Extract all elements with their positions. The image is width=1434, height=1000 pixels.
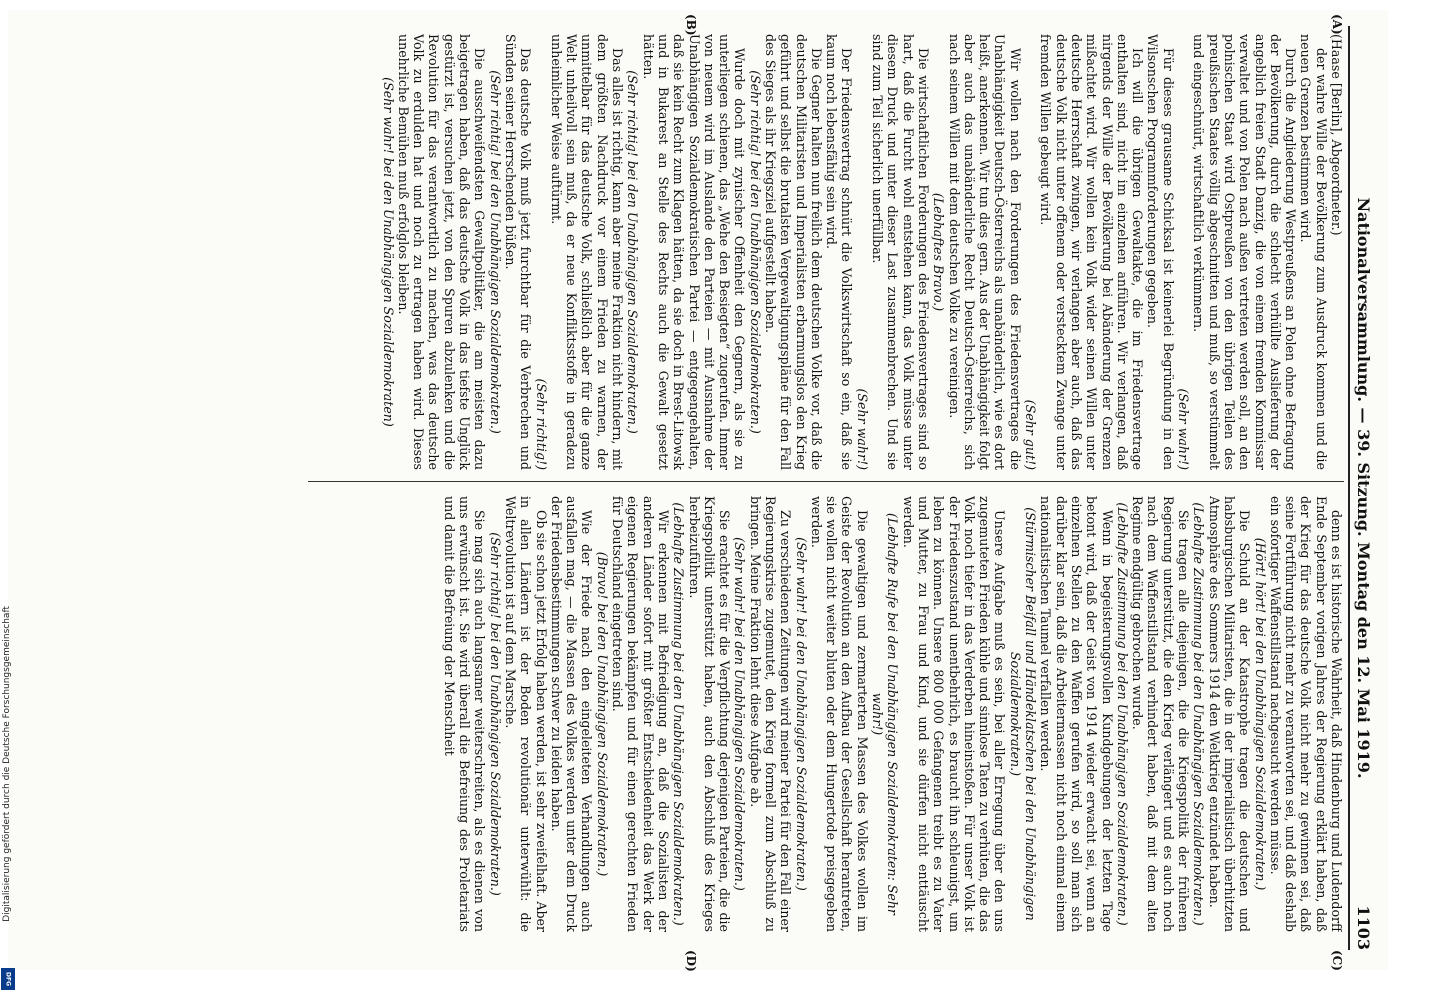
left-paragraph: Die Gegner halten nun freilich dem deutschen Volke vor, daß die deutschen Militaristen und Imperialisten erbarmungslos den Krieg geführt und selbst die brutalsten Vergewaltigungspläne für den Fall des Sieges als ihr Kriegsziel aufgestellt haben. (763, 34, 824, 470)
left-paragraph: Die ausschweifendsten Gewaltpolitiker, die am meisten dazu beigetragen haben, daß das deutsche Volk in das tiefste Unglück gestürzt ist, versuchen jetzt, von den Spuren abzulenken und die Revolution für das verantwortlich zu machen, was das deutsche Volk zu erdulden hat und noch zu ertragen haben wird. Dieses unehrliche Bemühen muß erfolglos bleiben. (395, 34, 488, 470)
right-stage: (Stürmischer Beifall und Händeklatschen bei den Unabhängigen Sozialdemokraten.) (1007, 507, 1039, 921)
right-paragraph: Wie der Friede nach den eingeleiteten Verhandlungen auch ausfallen mag, — die Massen des Volkes werden unter dem Druck der Friedensbestimmungen schwer zu leiden haben. (548, 496, 595, 932)
digitization-note: Digitalisierung gefördert durch die Deutsche Forschungsgemeinschaft (2, 606, 12, 922)
page-number: 1103 (1354, 905, 1373, 950)
margin-marker-d: (D) (684, 950, 698, 972)
left-paragraph: Durch die Angliederung Westpreußens an Polen ohne Befragung der Bevölkerung, durch die schlecht verhüllte Auslieferung der angeblich freien Stadt Danzig, die von einem fremden Kommissar verwaltet und von Polen nach außen vertreten werden soll, an den polnischen Staat wird Ostpreußen von den übrigen Teilen des preußischen Staates völlig abgeschnitten und muß, so verstümmelt und eingeschnürt, wirtschaftlich verkümmern. (1191, 34, 1299, 470)
left-paragraph: Wir wollen nach den Forderungen des Friedensvertrages die Unabhängigkeit Deutsch-Österreichs als unabänderlich, wie es dort heißt, anerkennen. Wir tun dies gern. Aus der Unabhängigkeit folgt aber auch das unabänderliche Recht Deutsch-Österreichs, sich nach seinem Willen mit dem deutschen Volke zu vereinigen. (946, 34, 1023, 470)
left-stage: (Sehr wahr! bei den Unabhängigen Sozialdemokraten) (380, 77, 396, 427)
right-stage: (Lebhafte Zustimmung bei den Unabhängigen Sozialdemokraten.) (1191, 502, 1207, 926)
left-stage: (Sehr richtig! bei den Unabhängigen Sozialdemokraten.) (487, 70, 503, 434)
right-paragraph: Ob sie schon jetzt Erfolg haben werden, ist sehr zweifelhaft. Aber in allen Ländern ist der Boden revolutionär unterwühlt: die Weltrevolution ist auf dem Marsche. (502, 496, 549, 932)
left-stage: (Sehr richtig! bei den Unabhängigen Sozialdemokraten.) (747, 70, 763, 434)
right-stage: (Lebhafte Zustimmung bei den Unabhängigen Sozialdemokraten.) (671, 502, 687, 926)
left-paragraph: Wurde doch mit zynischer Offenheit den Gegnern, als sie zu unterliegen schienen, das „Wehe den Besiegten“ zugerufen. Immer von neuem wird im Auslande den Parteien — mit Ausnahme der Unabhängigen Sozialdemokratischen Partei — entgegengehalten, daß sie kein Recht zum Klagen hätten, da sie doch in Brest-Litowsk und in Bukarest an Stelle des Rechts auch die Gewalt gesetzt hätten. (640, 34, 748, 470)
right-stage: (Sehr richtig! bei den Unabhängigen Sozialdemokraten.) (487, 532, 503, 896)
right-stage: (Bravo! bei den Unabhängigen Sozialdemokraten.) (594, 551, 610, 877)
page-title: Nationalversammlung. — 39. Sitzung. Montag den 12. Mai 1919. (1354, 197, 1373, 779)
left-paragraph: Das alles ist richtig, kann aber meine Fraktion nicht hindern, mit dem größten Nachdruck vor einem Frieden zu warnen, der unmittelbar für das deutsche Volk, schließlich aber für die ganze Welt unheilvoll sein muß, da er neue Konfliktsstoffe in geradezu unheimlicher Weise auftürmt. (548, 34, 626, 470)
right-stage: (Lebhafte Rufe bei den Unabhängigen Sozialdemokraten: Sehr wahr!) (870, 513, 901, 915)
right-paragraph: denn es ist historische Wahrheit, daß Hindenburg und Ludendorff Ende September vorigen Jahres der Regierung erklärt haben, daß der Krieg für das deutsche Volk nicht mehr zu gewinnen sei, daß seine Fortführung nicht mehr zu verantworten sei, und daß deshalb ein sofortiger Waffenstillstand nachgesucht werden müsse. (1267, 496, 1344, 932)
left-paragraph: Das deutsche Volk muß jetzt furchtbar für die Verbrechen und Sünden seiner Herrschenden büßen. (502, 34, 534, 470)
right-paragraph: Sie erachtet es für die Verpflichtung derjenigen Parteien, die die Kriegspolitik unterstützt haben, auch den Abschluß des Krieges herbeizuführen. (686, 496, 733, 932)
left-paragraph: Ich will die übrigen Gewaltakte, die im Friedensvertrage enthalten sind, nicht im einzelnen anführen. Wir verlangen, daß nirgends der Wille der Bevölkerung bei Abänderung der Grenzen mißachtet wird. Wir wollen kein Volk wider seinen Willen unter deutsche Herrschaft zwingen, wir verlangen aber auch, daß das deutsche Volk nicht unter offenem oder verstecktem Zwange unter fremden Willen gebeugt wird. (1038, 34, 1146, 470)
left-stage: (Sehr richtig! bei den Unabhängigen Sozialdemokraten.) (625, 70, 641, 434)
left-paragraph: Für dieses grausame Schicksal ist keinerlei Begründung in den Wilsonschen Programmforderungen gegeben. (1145, 34, 1176, 470)
left-paragraph: der wahre Wille der Bevölkerung zum Ausdruck kommen und die neuen Grenzen bestimmen wird. (1298, 34, 1329, 470)
margin-marker-c: (C) (1330, 950, 1344, 971)
left-paragraph: Die wirtschaftlichen Forderungen des Friedensvertrages sind so hart, daß die Furcht wohl entstehen kann, das Volk müsse unter diesem Druck und unter dieser Last zusammenbrechen. Und sie sind zum Teil sicherlich unerfüllbar. (870, 34, 931, 470)
right-stage: (Sehr wahr! bei den Unabhängigen Sozialdemokraten.) (732, 537, 748, 891)
left-stage-right: (Sehr wahr!) (854, 388, 870, 470)
left-speaker: (Haase [Berlin], Abgeordneter.) (1329, 34, 1344, 236)
page-header (1348, 26, 1388, 950)
right-paragraph: Zu verschiedenen Zeitungen wird meiner Partei für den Fall einer Regierungskrise zugemutet, den Krieg formell zum Abschluß zu bringen. Meine Fraktion lehnt diese Aufgabe ab. (747, 496, 794, 932)
right-stage: (Hört! hört! bei den Unabhängigen Sozialdemokraten.) (1252, 537, 1268, 891)
dfg-logo: DFG (1, 968, 15, 990)
right-stage: (Sehr wahr! bei den Unabhängigen Sozialdemokraten.) (793, 537, 809, 891)
right-paragraph: Sie mag sich auch langsamer weiterschreiten, als es dienen von uns erwünscht ist. Sie wird überall die Befreiung des Proletariats und damit die Befreiung der Menschheit (441, 496, 488, 932)
newspaper-page (8, 10, 1388, 970)
left-paragraph: Der Friedensvertrag schnürt die Volkswirtschaft so ein, daß sie kaum noch lebensfähig sein wird. (824, 34, 855, 470)
right-paragraph: Sie tragen alle diejenigen, die die Kriegspolitik der früheren Regierung unterstützt, die den Krieg verlängert und es auch noch nach dem Waffenstillstand verhindert haben, daß mit dem alten Regime endgültig gebrochen wurde. (1130, 496, 1192, 932)
left-stage-right: (Sehr wahr!) (1176, 388, 1192, 470)
right-paragraph: Unsere Aufgabe muß es sein, bei aller Erregung über den uns zugemuteten Frieden kühle und sinnlose Taten zu verhüten, die das Volk noch tiefer in das Verderben hineinstoßen. Für unser Volk ist der Friedenszustand unentbehrlich, es braucht ihn schleunigst, um leben zu können. Unsere 800 000 Gefangenen treibt es zu Vater und Mutter, zu Frau und Kind, und sie dürfen nicht enttäuscht werden. (900, 496, 1008, 932)
right-paragraph: Die gewaltigen und zermarterten Massen des Volkes wollen im Geiste der Revolution an den Aufbau der Gesellschaft herantreten, sie wollen nicht weiter bluten oder dem Hungertode preisgegeben werden. (808, 496, 870, 932)
left-column (16, 34, 1344, 470)
left-stage-right: (Sehr gut!) (1023, 399, 1039, 470)
right-paragraph: Die Schuld an der Katastrophe tragen die deutschen und habsburgischen Militaristen, die in der imperialistisch überhitzten Atmosphäre des Sommers 1914 den Weltkrieg entzündet haben. (1206, 496, 1253, 932)
right-column (16, 496, 1344, 932)
right-paragraph: Wenn in begeisterungsvollen Kundgebungen der letzten Tage betont wird, daß der Geist von 1914 wieder erwacht sei, wenn an einzelnen Stellen zu den Waffen gerufen wird, so soll man sich darüber klar sein, daß die Arbeitermassen nicht noch einmal einem nationalistischen Taumel verfallen werden. (1038, 496, 1115, 932)
margin-marker-a: (A) (1330, 14, 1344, 35)
left-stage-right: (Sehr richtig!) (533, 378, 549, 470)
right-stage: (Lebhafte Zustimmung bei den Unabhängigen Sozialdemokraten.) (1114, 502, 1130, 926)
margin-marker-b: (B) (684, 14, 698, 36)
right-paragraph: Wir erkennen mit Befriedigung an, daß die Sozialisten der anderen Länder sofort mit größter Entschiedenheit das Werk der eigenen Regierungen bekämpfen und für einen gerechten Frieden für Deutschland eingetreten sind. (610, 496, 671, 932)
left-stage: (Lebhaftes Bravo.) (931, 192, 947, 312)
column-divider (308, 481, 1344, 482)
